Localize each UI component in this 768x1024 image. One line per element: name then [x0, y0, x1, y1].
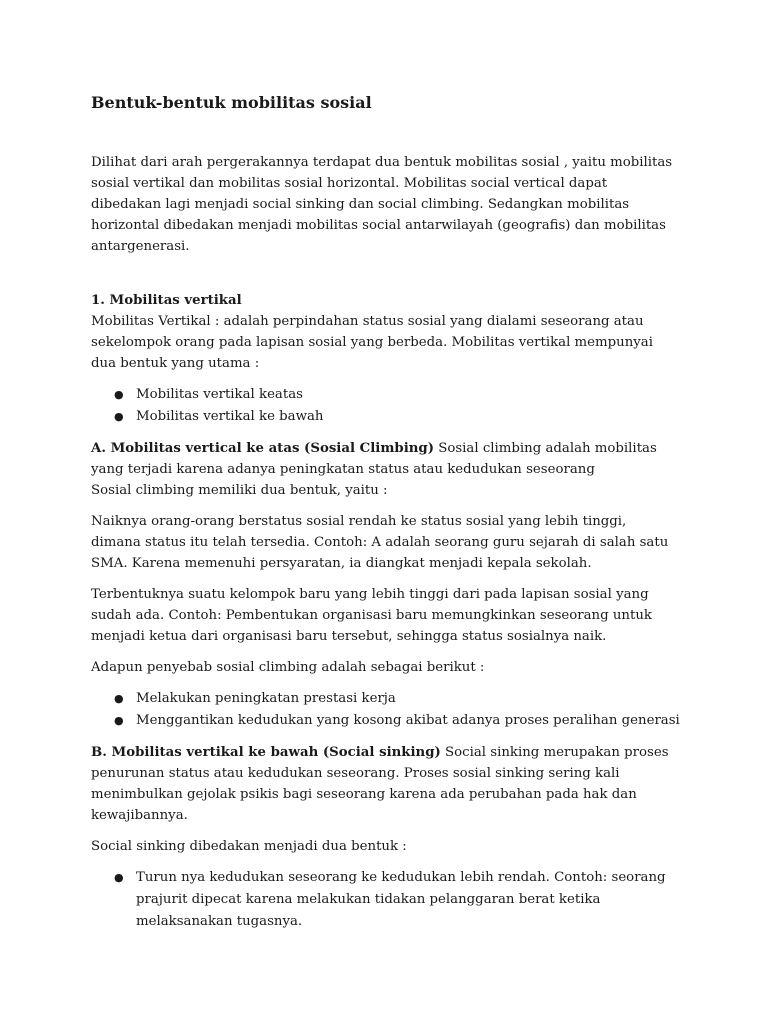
section-1-text: Mobilitas Vertikal : adalah perpindahan status sosial yang dialami seseorang atau sekelompok orang pada lapisan sosial yang berbeda. Mobilitas vertikal mempunyai dua bentuk yang utama : [91, 314, 653, 371]
list-item-text: Menggantikan kedudukan yang kosong akibat adanya proses peralihan generasi [136, 713, 680, 728]
bullet-icon: ● [114, 388, 124, 401]
list-item-text: Mobilitas vertikal ke bawah [136, 409, 324, 424]
section-1-block [91, 290, 680, 374]
list-item [114, 688, 680, 710]
section-b-para1: Social sinking dibedakan menjadi dua bentuk : [91, 839, 407, 854]
bullet-icon: ● [114, 714, 124, 727]
list-item [114, 384, 680, 406]
section-a-line2: Sosial climbing memiliki dua bentuk, yaitu : [91, 483, 388, 498]
intro-paragraph: Dilihat dari arah pergerakannya terdapat dua bentuk mobilitas sosial , yaitu mobilitas sosial vertikal dan mobilitas sosial horizontal. Mobilitas social vertical dapat dibedakan lagi menjadi social sinking dan social climbing. Sedangkan mobilitas horizontal dibedakan menjadi mobilitas social antarwilayah (geografis) dan mobilitas antargenerasi. [91, 155, 673, 254]
section-b-heading: B. Mobilitas vertikal ke bawah (Social sinking) [91, 745, 441, 760]
section-a-para3: Adapun penyebab sosial climbing adalah sebagai berikut : [91, 660, 485, 675]
document-title: Bentuk-bentuk mobilitas sosial [91, 93, 372, 112]
section-b-text: Social sinking merupakan proses penurunan status atau kedudukan seseorang. Proses sosial sinking sering kali menimbulkan gejolak psikis bagi seseorang karena ada perubahan pada hak dan kewajibannya. [91, 745, 669, 823]
list-item [114, 710, 680, 732]
section-1-heading: 1. Mobilitas vertikal [91, 293, 242, 308]
section-a-para2: Terbentuknya suatu kelompok baru yang lebih tinggi dari pada lapisan sosial yang sudah ada. Contoh: Pembentukan organisasi baru memungkinkan seseorang untuk menjadi ketua dari organisasi baru tersebut, sehingga status sosialnya naik. [91, 587, 652, 644]
bullet-icon: ● [114, 871, 124, 884]
list-item [114, 406, 680, 428]
section-a-text: Sosial climbing adalah mobilitas yang terjadi karena adanya peningkatan status atau kedudukan seseorang [91, 441, 657, 477]
section-1-list [91, 384, 680, 428]
list-item-text: Mobilitas vertikal keatas [136, 387, 303, 402]
section-b-list [91, 867, 680, 933]
section-a-list [91, 688, 680, 732]
list-item-text: Melakukan peningkatan prestasi kerja [136, 691, 396, 706]
section-a-para1: Naiknya orang-orang berstatus sosial rendah ke status sosial yang lebih tinggi, dimana status itu telah tersedia. Contoh: A adalah seorang guru sejarah di salah satu SMA. Karena memenuhi persyaratan, ia diangkat menjadi kepala sekolah. [91, 514, 669, 571]
list-item [114, 867, 680, 933]
list-item-text: Turun nya kedudukan seseorang ke kedudukan lebih rendah. Contoh: seorang prajurit dipecat karena melakukan tidakan pelanggaran berat ketika melaksanakan tugasnya. [136, 870, 666, 929]
bullet-icon: ● [114, 410, 124, 423]
section-a-heading: A. Mobilitas vertical ke atas (Sosial Climbing) [91, 441, 435, 456]
section-b-block [91, 742, 680, 826]
section-a-block [91, 438, 680, 501]
bullet-icon: ● [114, 692, 124, 705]
